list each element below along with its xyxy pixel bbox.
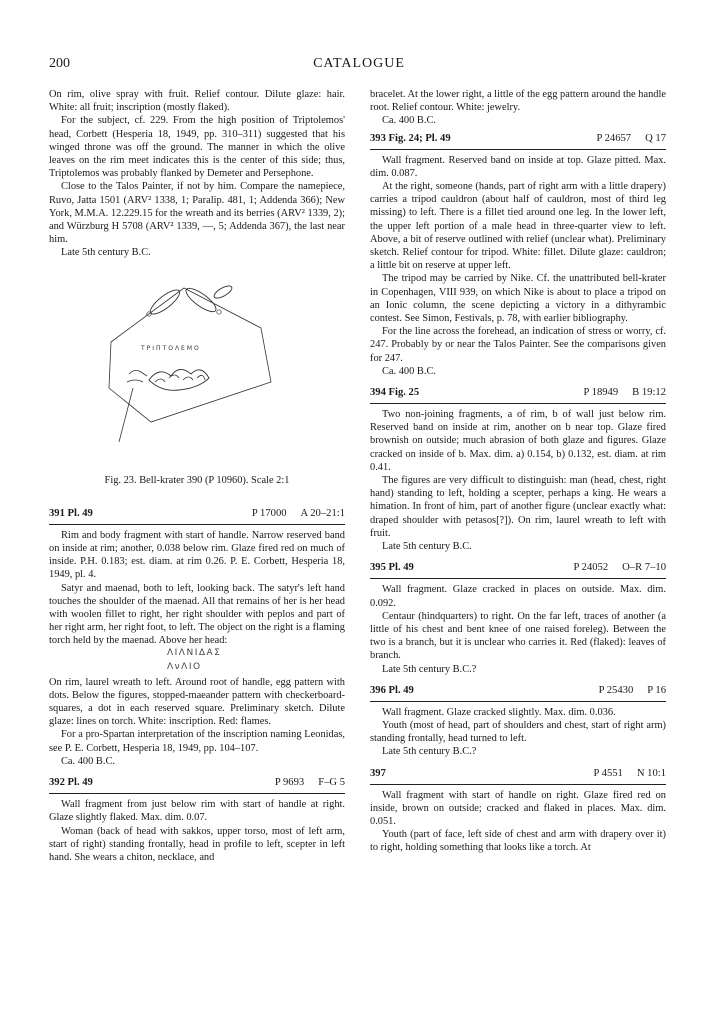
paragraph: On rim, laurel wreath to left. Around root of handle, egg pattern with dots. Below the figures, stopped-maeander pattern with checkerboard-squares, a dot in each reserved square. Preliminary sketch. Dilute glaze: lines on torch. White: inscription. Red: flames. [49,676,345,728]
date-line: Late 5th century B.C.? [382,746,477,758]
figure-inscription: ΤΡΙΠΤΟΛΕΜΟ [141,344,201,352]
entry-number: 392 Pl. 49 [49,777,93,789]
grid-ref: Q 17 [645,132,666,144]
grid-ref: F–G 5 [318,777,345,789]
date-line: Ca. 400 B.C. [382,365,436,377]
inventory-number: P 4551 [593,767,623,779]
divider [370,701,666,702]
olive-leaf [212,283,233,300]
figure-caption: Fig. 23. Bell-krater 390 (P 10960). Scale 2:1 [104,474,290,486]
paragraph: For the subject, cf. 229. From the high position of Triptolemos' head, Corbett (Hesperia 18, 1949, pp. 310–311) suggested that his winged throne was off the ground. The manner in which the olive leaves on the rim meet indicates this is the center of this side; thus, Triptolemos was probably flanked by Demeter and Persephone. [49,115,345,180]
olive-leaf [183,284,219,315]
entry-header-391 [49,507,345,522]
divider [370,149,666,150]
paragraph: Satyr and maenad, both to left, looking back. The satyr's left hand touches the shoulder of the maenad. All that remains of her is her head with woolen fillet to right, her right shoulder with peplos and part of her right arm, her right foot, to left. The object on the right is a flaming torch held by the maenad. Above her head: [49,582,345,647]
grid-ref: A 20–21:1 [300,507,345,519]
paragraph: Wall fragment. Glaze cracked in places on outside. Max. dim. 0.092. [370,584,666,609]
divider [370,784,666,785]
page-number: 200 [49,56,70,71]
date-line: Late 5th century B.C. [61,247,151,259]
paragraph: Centaur (hindquarters) to right. On the far left, traces of another (a little of his chest and bent knee of one raised foreleg). Between the two is a branch, but it is unclear who carries it. Red (flaked): leaves of branch. [370,610,666,662]
entry-header-394 [370,386,666,401]
inscription-line: ΛΙΛΝΙΔΑΣ [167,647,222,658]
page-header [49,56,669,78]
entry-number: 393 Fig. 24; Pl. 49 [370,132,451,144]
paragraph: On rim, olive spray with fruit. Relief contour. Dilute glaze: hair. White: all fruit; inscription (mostly flaked). [49,89,345,114]
entry-header-397 [370,767,666,782]
inventory-number: P 9693 [274,777,305,789]
paragraph: For the line across the forehead, an indication of stress or worry, cf. 247. Probably by or near the Talos Painter. See the comparisons given for 247. [370,326,666,364]
olive-fruit [217,309,221,313]
paragraph: Wall fragment. Glaze cracked slightly. Max. dim. 0.036. [382,706,616,718]
paragraph: Rim and body fragment with start of handle. Narrow reserved band on inside at rim; another, 0.038 below rim. Glaze fired red on much of inside. P.H. 0.183; est. diam. at rim 0.26. P. E. Corbett, Hesperia 18, 1949, pl. 4. [49,529,345,581]
date-line: Ca. 400 B.C. [61,755,115,767]
divider [370,578,666,579]
entry-header-395 [370,561,666,576]
entry-number: 396 Pl. 49 [370,684,414,696]
grid-ref: N 10:1 [636,767,666,779]
entry-number: 397 [370,767,386,779]
grid-ref: B 19:12 [632,387,666,399]
paragraph: Youth (part of face, left side of chest and arm with drapery over it) to right, holding something that looks like a torch. At [370,829,666,854]
inventory-number: P 24052 [573,562,609,574]
grid-ref: O–R 7–10 [622,562,666,574]
divider [49,793,345,794]
paragraph: Woman (back of head with sakkos, upper torso, most of left arm, start of right) standing frontally, head in profile to left, scepter in left hand. She wears a chiton, necklace, and [49,825,345,863]
hand [127,370,147,382]
date-line: Late 5th century B.C. [382,541,472,553]
entry-header-396 [370,684,666,699]
date-line: Ca. 400 B.C. [382,115,436,127]
paragraph: The tripod may be carried by Nike. Cf. the unattributed bell-krater in Copenhagen, VIII 939, on which Nike is about to place a tripod on an Ionic column, the scene depicting a victory in a dithyrambic contest. See Simon, Festivals, p. 78, with earlier bibliography. [370,273,666,325]
date-line: Late 5th century B.C.? [382,663,477,675]
divider [370,403,666,404]
paragraph: Youth (most of head, part of shoulders and chest, start of right arm) standing frontally, head turned to left. [370,719,666,745]
inscription-drawing [49,648,345,676]
inscription-line: ΛνΛΙΟ [167,661,202,672]
running-title: CATALOGUE [313,56,405,71]
paragraph: Wall fragment. Reserved band on inside at top. Glaze pitted. Max. dim. 0.087. [370,154,666,179]
entry-number: 391 Pl. 49 [49,507,93,519]
fragment-outline [109,288,271,422]
inventory-number: P 18949 [583,387,619,399]
inventory-number: P 17000 [251,507,287,519]
paragraph: At the right, someone (hands, part of right arm with a little drapery) carries a tripod cauldron (about half of cauldron, most of third leg missing) to left. There is a fillet tied around one leg. In the lower left, the upper left portion of a male head in three-quarter view to left. Above, a bit of reserve outlined with relief (unclear what). Preliminary sketch. Relief contour for tripod. White: fillet. Dilute glaze: cauldron; a little bit on reserve at upper left. [370,181,666,272]
paragraph: Close to the Talos Painter, if not by him. Compare the namepiece, Ruvo, Jatta 1501 (ARV² 1338, 1; Paralip. 481, 1; Addenda 366); New York, M.M.A. 12.229.15 for the wreath and its berries (ARV² 1339, 2); and Würzburg H 5708 (ARV² 1339, —, 5; Addenda 367), the last near him. [49,181,345,246]
entry-number: 395 Pl. 49 [370,562,414,574]
inventory-number: P 25430 [598,684,634,696]
entry-number: 394 Fig. 25 [370,387,420,399]
right-column [370,88,666,855]
paragraph: The figures are very difficult to distinguish: man (head, chest, right hand) standing to left, holding a scepter, perhaps a king. He wears a himation. In front of him, part of another figure (unclear exactly what: draped shoulder with petasos[?]). On rim, laurel wreath to left with fruit. [370,475,666,539]
paragraph: bracelet. At the lower right, a little of the egg pattern around the handle root. Relief contour. White: jewelry. [370,89,666,114]
paragraph: Wall fragment with start of handle on right. Glaze fired red on inside, brown on outside; cracked and flaked in places. Max. dim. 0.051. [370,789,666,827]
inventory-number: P 24657 [596,132,632,144]
figure-23 [49,270,345,470]
grid-ref: P 16 [647,684,666,696]
paragraph: Two non-joining fragments, a of rim, b of wall just below rim. Reserved band on inside at rim, another on b near top. Glaze fired brownish on outside; much abrasion of both glaze and figures. Glaze cracked on inside of b. Max. dim. a) 0.154, b) 0.132, est. diam. at rim 0.41. [370,409,666,473]
entry-header-393 [370,132,666,147]
bell-krater-sketch [89,270,309,442]
paragraph: For a pro-Spartan interpretation of the inscription naming Leonidas, see P. E. Corbett, Hesperia 18, 1949, pp. 104–107. [49,729,345,754]
entry-header-392 [49,776,345,791]
divider [49,524,345,525]
left-column [49,88,345,864]
paragraph: Wall fragment from just below rim with start of handle at right. Glaze slightly flaked. Max. dim. 0.07. [49,799,345,824]
